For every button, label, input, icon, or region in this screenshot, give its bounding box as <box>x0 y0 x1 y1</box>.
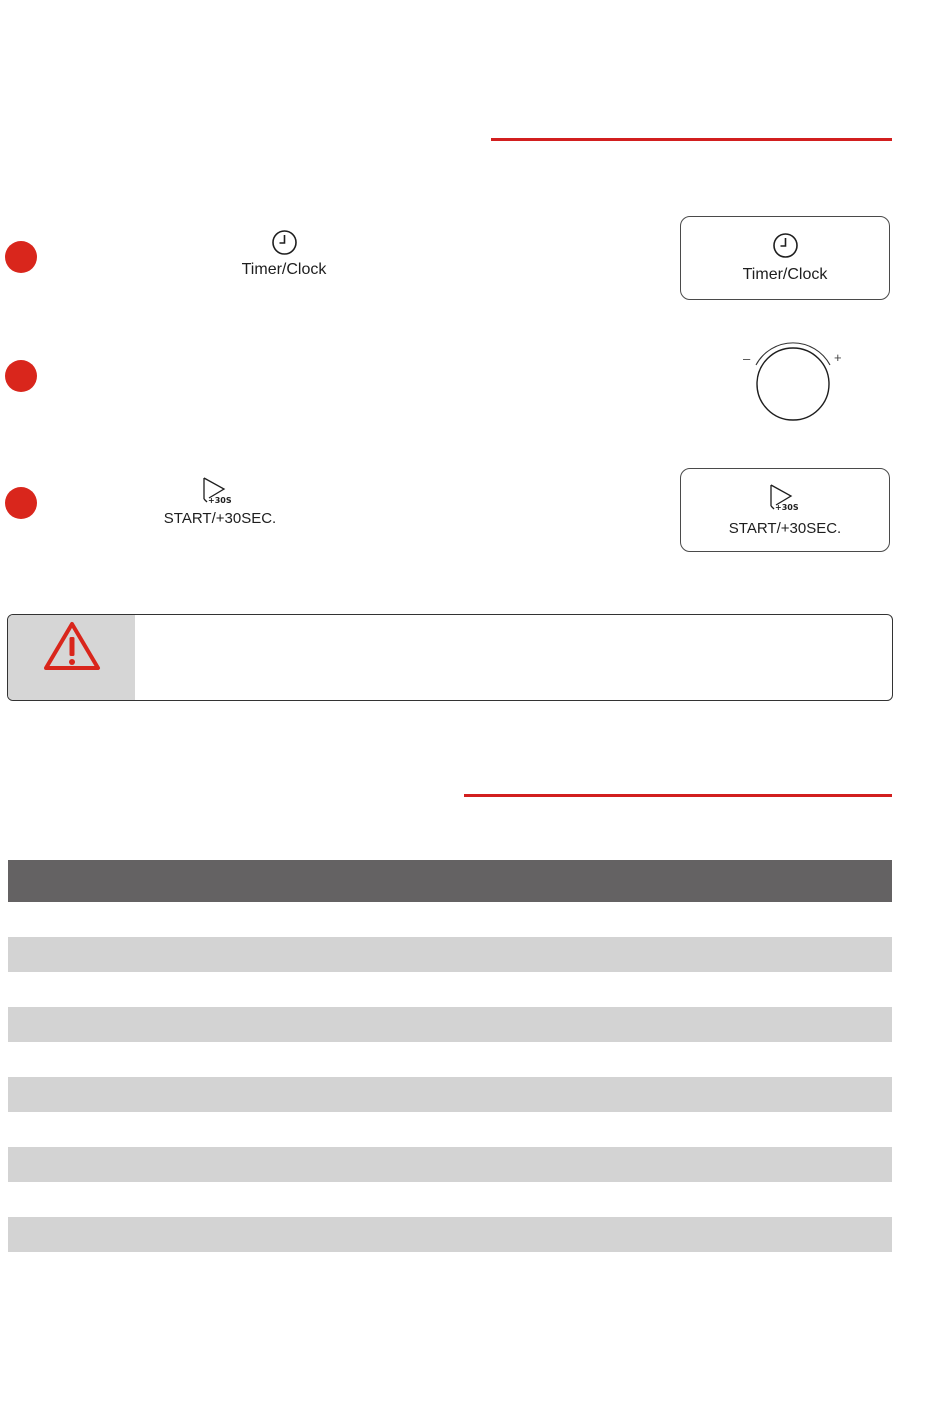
table-row <box>8 937 892 972</box>
section-divider-bottom <box>464 794 892 797</box>
dial-knob[interactable] <box>738 335 848 430</box>
table-header <box>8 860 892 902</box>
start-30sec-button[interactable] <box>680 468 890 552</box>
clock-icon <box>772 232 799 264</box>
section-divider-top <box>491 138 892 141</box>
timer-clock-button-label: Timer/Clock <box>742 266 828 283</box>
warning-box <box>7 614 893 701</box>
table-row <box>8 902 892 937</box>
warning-triangle-icon <box>42 620 102 672</box>
table-row <box>8 1182 892 1217</box>
table-row <box>8 1147 892 1182</box>
step-2-marker <box>5 360 37 392</box>
data-table <box>8 860 892 1252</box>
dial-minus-label: – <box>743 351 751 366</box>
table-row <box>8 1077 892 1112</box>
table-row <box>8 1112 892 1147</box>
start-30sec-button-label: START/+30SEC. <box>728 520 842 537</box>
start-plus30-icon <box>202 476 234 511</box>
table-body <box>8 902 892 1252</box>
plus30-badge: +30S <box>208 496 232 505</box>
step-3-marker <box>5 487 37 519</box>
table-row <box>8 972 892 1007</box>
dial-plus-label: + <box>834 350 842 365</box>
table-row <box>8 1007 892 1042</box>
start-plus30-icon <box>769 483 801 518</box>
step-1-inline-label: Timer/Clock <box>241 261 327 278</box>
table-row <box>8 1042 892 1077</box>
clock-icon <box>271 229 298 261</box>
timer-clock-button[interactable] <box>680 216 890 300</box>
step-3-inline-label: START/+30SEC. <box>163 510 277 527</box>
warning-side-panel <box>8 615 135 700</box>
plus30-badge: +30S <box>775 503 799 512</box>
table-row <box>8 1217 892 1252</box>
step-1-marker <box>5 241 37 273</box>
